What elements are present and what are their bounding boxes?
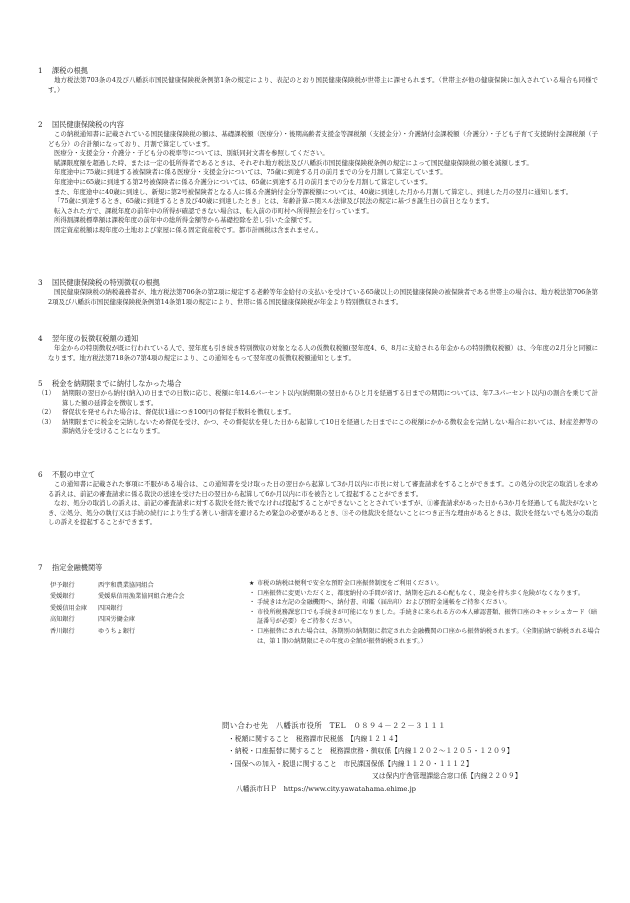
bullet-icon: ・	[249, 589, 256, 597]
bank-name: 香川銀行	[50, 627, 75, 635]
note-item	[249, 598, 601, 608]
section-heading: 国民健康保険税の内容	[52, 120, 124, 129]
section-paragraph: 年金からの特別徴収が既に行われている人で、翌年度も引き続き特別徴収の対象となる人の仮徴収税額(翌年度4、6、8月に支給される年金からの特別徴収税額）は、今年度の2月分と同額になります。地方税法第718条の7第4項の規定により、この通知をもって翌年度の仮徴収税額通知とします。	[48, 344, 598, 362]
section-title-7	[38, 563, 598, 573]
contact-line: ・国保への加入・脱退に関すること 市民課国保係【内線１１２０・１１１２】	[228, 759, 473, 768]
bank-name: ゆうちょ銀行	[98, 627, 136, 635]
section-title-5	[38, 379, 598, 389]
section-3	[38, 278, 598, 307]
list-item-number: （1）	[38, 389, 55, 397]
list-item	[38, 389, 598, 408]
contact-line: 又は保内庁舎管理課総合窓口係【内線２２０９】	[372, 772, 522, 780]
contact-heading: 問い合わせ先 八幡浜市役所 TEL ０８９４－２２－３１１１	[222, 721, 446, 730]
section-title-4	[38, 334, 598, 344]
section-paragraph: 年度途中に75歳に到達する被保険者に係る医療分・支援金分については、75歳に到達する月の前月までの分を月割して算定しています。	[54, 168, 447, 177]
section-heading: 翌年度の仮徴収税額の通知	[52, 334, 139, 343]
section-heading: 課税の根拠	[52, 66, 88, 75]
note-text: 手続きは左記の金融機関へ、納付書、印鑑（届出印）および預貯金通帳をご持参ください。	[257, 599, 511, 607]
section-paragraph: なお、処分の取消しの訴えは、前記の審査請求に対する裁決を経た後でなければ提起することができないこととされていますが、①審査請求があった日から3か月を経過しても裁決がないとき、②処分、処分の執行又は手続の続行により生ずる著しい損害を避けるため緊急の必要があるとき、③その他裁決を経ないことにつき正当な理由があるときは、裁決を経ないでも処分の取消しの訴えを提起することができます。	[48, 499, 598, 527]
bank-name: 四国労働金庫	[98, 616, 136, 624]
bank-row	[50, 603, 240, 614]
section-paragraph: 固定資産税額は現年度の土地および家屋に係る固定資産税です。都市計画税は含まれません。	[54, 225, 323, 234]
bank-row	[50, 580, 240, 591]
website-link[interactable]: 八幡浜市ＨＰ https://www.city.yawatahama.ehime.jp	[236, 784, 417, 793]
section-2	[38, 120, 598, 236]
section-paragraph: また、年度途中に40歳に到達し、新規に第2号被保険者となる人に係る介護納付金分等課税額については、40歳に到達した月から月割して算定し、到達した月の翌月に通知します。	[54, 187, 573, 196]
note-text: 市役所税務課窓口でも手続きが可能になりました。手続きに来られる方の本人確認書類、振替口座のキャッシュカード（暗証番号が必要）をご持参ください。	[257, 608, 598, 626]
contact-info	[222, 720, 582, 795]
section-number: 4	[38, 334, 43, 343]
section-number: 2	[38, 120, 43, 129]
section-number: 7	[38, 563, 43, 572]
section-number: 3	[38, 278, 43, 287]
section-heading: 税金を納期限までに納付しなかった場合	[52, 379, 182, 388]
section-heading: 指定金融機関等	[52, 563, 103, 572]
bank-name: 四国銀行	[98, 604, 123, 612]
section-paragraph: この納税通知書に記載されている国民健康保険税の額は、基礎課税額（医療分）・後期高齢者支援金等課税額（支援金分）・介護納付金課税額（介護分）・子ども子育て支援納付金課税額（子ども分）の合計額になっており、月割で算定しています。	[48, 130, 598, 148]
section-5	[38, 379, 598, 437]
bank-list	[50, 580, 240, 637]
list-item-text: 納期限の翌日から納付(納入)の日までの日数に応じ、税額に年14.6パーセント以内(納期限の翌日からひと月を経過する日までの期間については、年7.3パーセント以内)の割合を乗じて計算した額の延滞金を徴収します。	[62, 389, 598, 407]
contact-line: ・納税・口座振替に関すること 税務課庶務・徴収係【内線１２０２～１２０５・１２０９】	[228, 747, 514, 755]
section-paragraph: 年度途中に65歳に到達する第2号被保険者に係る介護分については、65歳に到達する月の前月までの分を月割して算定しています。	[54, 177, 432, 186]
star-icon: ★	[249, 580, 255, 587]
list-item-number: （3）	[38, 417, 55, 426]
bank-row	[50, 626, 240, 637]
section-title-3	[38, 278, 598, 288]
bank-name: 愛媛信用金庫	[50, 604, 88, 612]
section-paragraph: 「75歳に到達するとき、65歳に到達するとき及び40歳に到達したとき」とは、年齢計算ニ関スル法律及び民法の規定に基づき誕生日の前日となります。	[54, 197, 494, 206]
list-item-number: （2）	[38, 408, 55, 417]
bullet-icon: ・	[249, 627, 256, 635]
section-paragraph: 賦課限度額を超過した時、または一定の低所得者であるときは、それぞれ地方税法及び八幡浜市国民健康保険税条例の規定によって国民健康保険税の額を減額します。	[54, 158, 533, 167]
bank-row	[50, 591, 240, 602]
section-paragraph: 国民健康保険税の納税義務者が、地方税法第706条の第2項に規定する老齢等年金給付の支払いを受けている65歳以上の国民健康保険の被保険者である世帯主の場合は、地方税法第706条第2項及び八幡浜市国民健康保険税条例第14条第1項の規定により、世帯に係る国民健康保険税が年金より特別徴収されます。	[48, 288, 598, 306]
note-item	[249, 608, 601, 627]
section-7	[38, 563, 598, 573]
section-paragraph: 地方税法第703条の4及び八幡浜市国民健康保険税条例第1条の規定により、表記のとおり国民健康保険税が世帯主に課せられます。（世帯主が他の健康保険に加入されている場合も同様です。）	[48, 76, 598, 94]
note-item	[249, 579, 601, 589]
list-item-text: 督促状を発せられた場合は、督促状1通につき100円の督促手数料を徴収します。	[62, 408, 295, 417]
bullet-icon: ・	[249, 599, 256, 607]
list-item-text: 納期限までに税金を完納しないため督促を受け、かつ、その督促状を発した日から起算して10日を経過した日までにこの税額にかかる徴収金を完納しない場合においては、財産差押等の滞納処分を受けることになります。	[62, 417, 598, 436]
note-item	[249, 589, 601, 599]
section-1	[38, 66, 598, 95]
bank-name: 西宇和農業協同組合	[98, 582, 154, 589]
section-title-1	[38, 66, 598, 76]
section-paragraph: 転入された方で、課税年度の前年中の所得が確認できない場合は、転入前の市町村へ所得照会を行っています。	[54, 206, 373, 215]
list-item	[38, 418, 598, 437]
list-item	[38, 408, 598, 418]
section-number: 6	[38, 470, 43, 479]
contact-line: ・税額に関すること 税務課市民税係 【内線１２１４】	[228, 734, 402, 743]
bank-name: 伊予銀行	[50, 582, 75, 589]
section-paragraph: 医療分・支援金分・介護分・子ども分の税率等については、別紙同封文書を参照してください。	[54, 149, 329, 158]
section-number: 1	[38, 66, 43, 75]
section-heading: 国民健康保険税の特別徴収の根拠	[52, 278, 160, 287]
account-transfer-notes	[249, 579, 601, 646]
note-text: 市税の納税は便利で安全な預貯金口座振替制度をご利用ください。	[257, 580, 443, 587]
section-paragraph: この通知書に記載された事項に不服がある場合は、この通知書を受け取った日の翌日から起算して3か月以内に市長に対して審査請求をすることができます。この処分の決定の取消しを求める訴えは、前記の審査請求に係る裁決の送達を受けた日の翌日から起算して6か月以内に市を被告として提起することができます。	[48, 480, 598, 498]
section-title-2	[38, 120, 598, 130]
bullet-icon: ・	[249, 608, 256, 616]
section-4	[38, 334, 598, 363]
note-text: 口座振替にされた場合は、各期別の納期限に指定された金融機関の口座から振替納税されます。（全期前納で納税される場合は、第１期の納期限にその年度の全額が振替納税されます。）	[257, 627, 600, 645]
note-text: 口座振替に変更いただくと、都度納付の手間が省け、納期を忘れる心配もなく、現金を持ち歩く危険がなくなります。	[257, 589, 585, 597]
bank-row	[50, 614, 240, 625]
bank-name: 愛媛銀行	[50, 593, 75, 601]
section-title-6	[38, 470, 598, 480]
section-6	[38, 470, 598, 528]
section-heading: 不服の申立て	[52, 470, 96, 479]
bank-name: 高知銀行	[50, 616, 75, 624]
section-paragraph: 所得割課税標準額は課税年度の前年中の総所得金額等から基礎控除を差し引いた金額です。	[54, 216, 316, 225]
note-item	[249, 627, 601, 646]
bank-name: 愛媛県信用漁業協同組合連合会	[98, 593, 185, 601]
section-number: 5	[38, 379, 43, 388]
